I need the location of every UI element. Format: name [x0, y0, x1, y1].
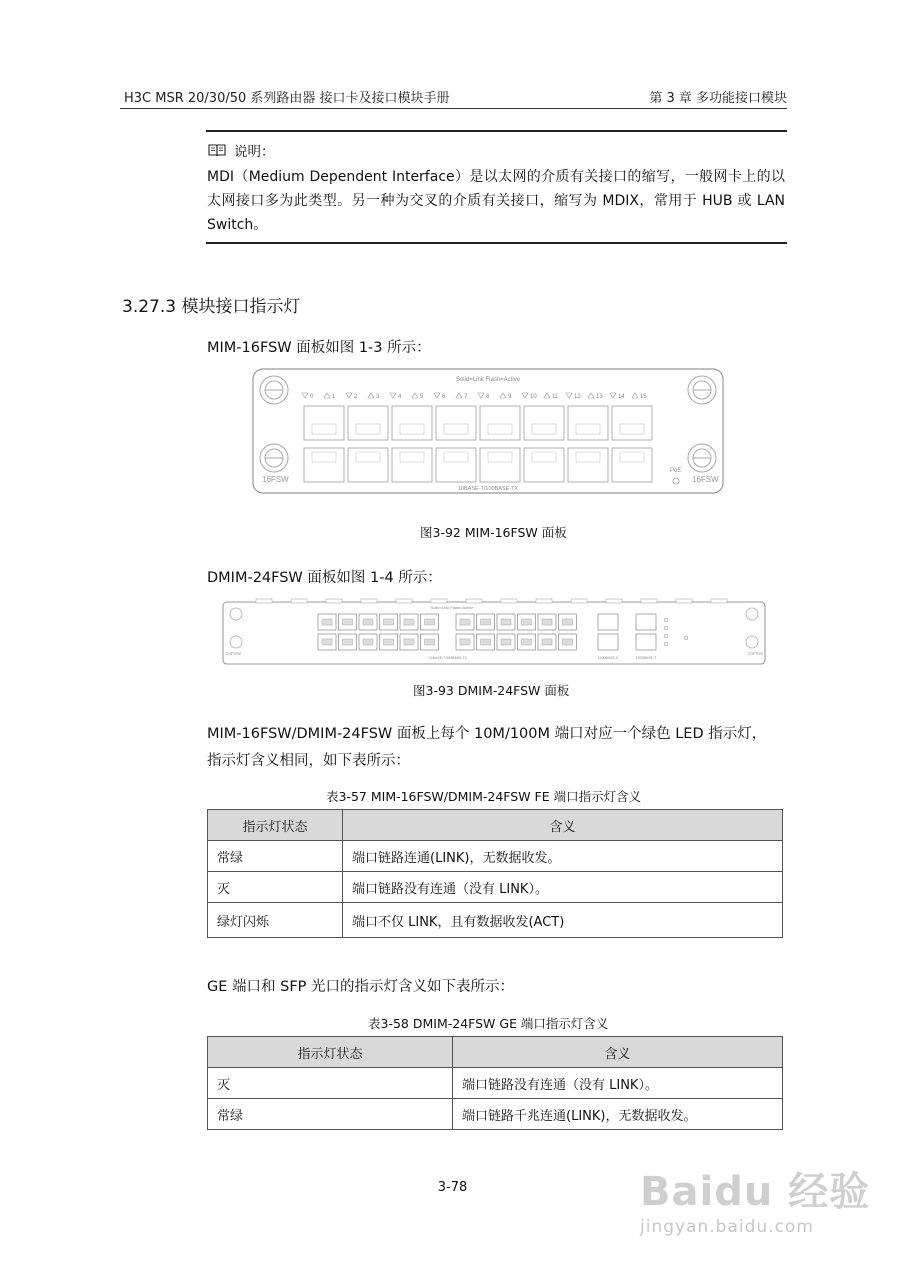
table-header-row — [208, 810, 783, 841]
led-legend-label: Solid=Link Flash=Active — [455, 377, 521, 383]
port-number-label: 13 — [596, 394, 603, 400]
rj45-port — [348, 406, 388, 440]
running-header-title: H3C MSR 20/30/50 系列路由器 接口卡及接口模块手册 — [124, 91, 450, 106]
rj45-port-latch — [481, 619, 491, 625]
sfp-port-type-label: 1000BASE-X — [597, 656, 619, 660]
port-number-label: 2 — [354, 394, 358, 400]
table1-caption: 表3-57 MIM-16FSW/DMIM-24FSW FE 端口指示灯含义 — [326, 789, 642, 804]
port-number-label: 14 — [618, 394, 625, 400]
panel-tab — [431, 599, 447, 603]
rj45-port-latch — [542, 619, 552, 625]
led-description-line1: MIM-16FSW/DMIM-24FSW 面板上每个 10M/100M 端口对应一个绿色 LED 指示灯， — [207, 726, 767, 742]
figure2-intro: DMIM-24FSW 面板如图 1-4 所示： — [207, 570, 442, 586]
port-number-label: 7 — [464, 394, 468, 400]
fe-led-table — [207, 809, 783, 938]
rj45-port-latch — [322, 619, 332, 625]
panel-tab — [291, 599, 307, 603]
rj45-port-latch — [343, 639, 353, 645]
panel-tab — [606, 599, 622, 603]
ge-led-intro: GE 端口和 SFP 光口的指示灯含义如下表所示： — [207, 979, 515, 995]
table-cell-state: 绿灯闪烁 — [208, 903, 343, 938]
panel-outline — [223, 602, 765, 664]
baidu-jingyan-watermark — [640, 1160, 880, 1260]
rj45-port — [392, 448, 432, 482]
rj45-port — [524, 406, 564, 440]
rj45-port-latch — [522, 639, 532, 645]
panel-tab — [676, 599, 692, 603]
header-divider — [120, 108, 787, 109]
table-cell-meaning: 端口链路没有连通（没有 LINK）。 — [343, 872, 783, 903]
ge-led-table — [207, 1036, 783, 1130]
figure1-intro: MIM-16FSW 面板如图 1-3 所示： — [207, 340, 431, 356]
table-cell-meaning: 端口链路连通(LINK)，无数据收发。 — [343, 841, 783, 872]
table-cell-meaning: 端口链路没有连通（没有 LINK）。 — [453, 1068, 783, 1099]
port-number-label: 15 — [640, 394, 647, 400]
panel-tab — [711, 599, 727, 603]
panel-tab — [501, 599, 517, 603]
rj45-port — [568, 448, 608, 482]
rj45-port-latch — [343, 619, 353, 625]
ge-port-type-label: 1000BASE-T — [635, 656, 657, 660]
panel-tab — [256, 599, 272, 603]
port-number-label: 9 — [508, 394, 512, 400]
port-number-label: 5 — [420, 394, 424, 400]
table-row — [208, 1099, 783, 1130]
rj45-port — [304, 406, 344, 440]
book-icon — [208, 143, 226, 157]
port-number-label: 11 — [552, 394, 559, 400]
port-number-label: 12 — [574, 394, 581, 400]
table-row — [208, 841, 783, 872]
rj45-port-latch — [501, 639, 511, 645]
table-header-row — [208, 1037, 783, 1068]
table-cell-meaning: 端口不仅 LINK，且有数据收发(ACT) — [343, 903, 783, 938]
rj45-port — [612, 406, 652, 440]
rj45-port-latch — [363, 639, 373, 645]
rj45-port-latch — [363, 619, 373, 625]
note-bottom-rule — [206, 242, 787, 244]
column-header-state: 指示灯状态 — [208, 810, 343, 841]
port-number-label: 8 — [486, 394, 490, 400]
section-heading: 3.27.3 模块接口指示灯 — [122, 297, 301, 317]
dmim-24fsw-panel-figure — [222, 598, 766, 666]
rj45-port-latch — [460, 639, 470, 645]
rj45-port — [436, 406, 476, 440]
note-body: MDI（Medium Dependent Interface）是以太网的介质有关接口的缩写，一般网卡上的以太网接口多为此类型。另一种为交叉的介质有关接口，缩写为 MDIX，常用于 HUB 或 LAN Switch。 — [207, 169, 785, 233]
column-header-meaning: 含义 — [453, 1037, 783, 1068]
led-description-line2: 指示灯含义相同，如下表所示： — [207, 753, 410, 769]
model-label-left: 16FSW — [262, 475, 289, 484]
table-cell-state: 常绿 — [208, 1099, 453, 1130]
rj45-port — [392, 406, 432, 440]
panel-tab — [361, 599, 377, 603]
rj45-port — [436, 448, 476, 482]
rj45-port-latch — [384, 619, 394, 625]
panel-tab — [641, 599, 657, 603]
rj45-port-latch — [404, 619, 414, 625]
panel-tab — [396, 599, 412, 603]
port-number-label: 0 — [310, 394, 314, 400]
port-number-label: 10 — [530, 394, 537, 400]
watermark-brand: Baidu 经验 — [640, 1169, 871, 1215]
panel-tab — [571, 599, 587, 603]
model-label-right: 24FSW — [748, 651, 764, 656]
figure2-caption: 图3-93 DMIM-24FSW 面板 — [413, 683, 570, 698]
table-row — [208, 1068, 783, 1099]
table-cell-state: 常绿 — [208, 841, 343, 872]
rj45-port-latch — [501, 619, 511, 625]
rj45-port — [480, 406, 520, 440]
model-label-left: 24FSW — [226, 651, 242, 656]
rj45-port-latch — [563, 619, 573, 625]
page-number: 3-78 — [437, 1180, 468, 1195]
rj45-port-latch — [522, 619, 532, 625]
table-row — [208, 872, 783, 903]
rj45-port-latch — [460, 619, 470, 625]
port-number-label: 4 — [398, 394, 402, 400]
rj45-port-latch — [563, 639, 573, 645]
rj45-port — [348, 448, 388, 482]
panel-tab — [536, 599, 552, 603]
port-type-label: 10BASE-T/100BASE-TX — [457, 486, 519, 492]
model-label-right: 16FSW — [692, 475, 719, 484]
panel-tab — [326, 599, 342, 603]
note-top-rule — [206, 130, 787, 132]
rj45-port — [304, 448, 344, 482]
rj45-port-latch — [322, 639, 332, 645]
port-number-label: 1 — [332, 394, 336, 400]
port-number-label: 3 — [376, 394, 380, 400]
port-number-label: 6 — [442, 394, 446, 400]
table-row — [208, 903, 783, 938]
mim-16fsw-panel-figure — [252, 368, 724, 498]
panel-tab — [466, 599, 482, 603]
rj45-port — [480, 448, 520, 482]
rj45-port-latch — [404, 639, 414, 645]
fe-port-type-label: 10BASE-T/100BASE-TX — [428, 656, 468, 660]
column-header-state: 指示灯状态 — [208, 1037, 453, 1068]
rj45-port-latch — [425, 639, 435, 645]
rj45-port-latch — [542, 639, 552, 645]
led-legend-label: Solid=Link Flash=Active — [430, 605, 474, 610]
table-cell-state: 灭 — [208, 1068, 453, 1099]
note-title: 说明： — [234, 144, 275, 160]
rj45-port — [612, 448, 652, 482]
running-header-chapter: 第 3 章 多功能接口模块 — [649, 91, 787, 106]
rj45-port — [568, 406, 608, 440]
watermark-url: jingyan.baidu.com — [640, 1217, 814, 1237]
rj45-port-latch — [425, 619, 435, 625]
rj45-port — [524, 448, 564, 482]
poe-label: PoE — [670, 468, 682, 474]
table-cell-meaning: 端口链路千兆连通(LINK)，无数据收发。 — [453, 1099, 783, 1130]
column-header-meaning: 含义 — [343, 810, 783, 841]
table2-caption: 表3-58 DMIM-24FSW GE 端口指示灯含义 — [368, 1016, 609, 1031]
rj45-port-latch — [481, 639, 491, 645]
table-cell-state: 灭 — [208, 872, 343, 903]
note-heading — [208, 140, 275, 160]
figure1-caption: 图3-92 MIM-16FSW 面板 — [420, 525, 567, 540]
rj45-port-latch — [384, 639, 394, 645]
